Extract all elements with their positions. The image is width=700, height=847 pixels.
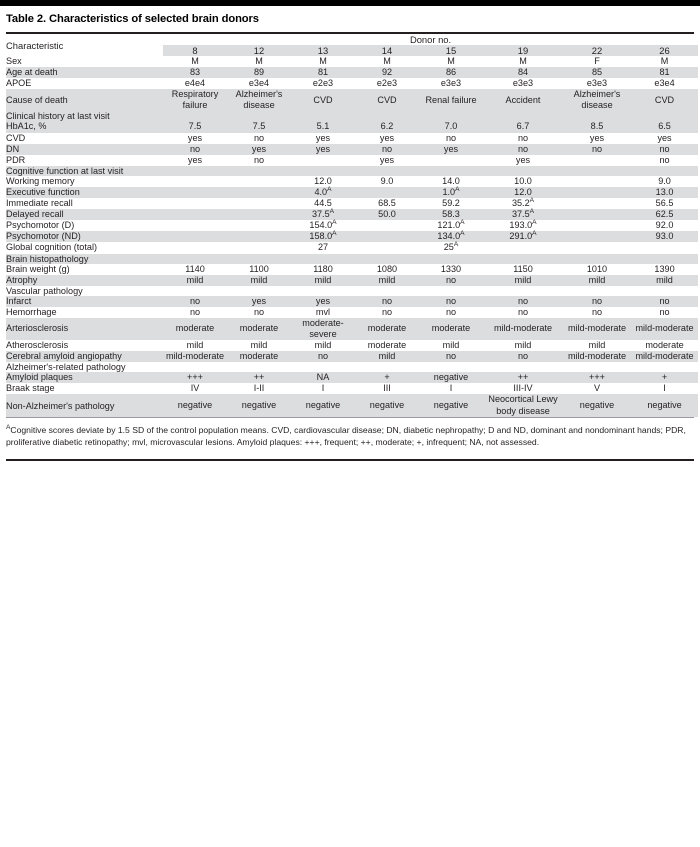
table-row	[6, 121, 698, 132]
table-cell: 81	[291, 67, 355, 78]
table-cell: no	[483, 307, 563, 318]
table-cell: no	[631, 155, 698, 166]
row-label: Psychomotor (ND)	[6, 231, 163, 242]
table-cell	[563, 220, 631, 231]
table-cell	[563, 209, 631, 220]
table-cell: moderate	[631, 340, 698, 351]
table-row	[6, 133, 698, 144]
table-cell: mild	[355, 275, 419, 286]
table-cell: no	[419, 275, 483, 286]
table-cell	[227, 176, 291, 187]
table-row	[6, 242, 698, 253]
table-cell: 5.1	[291, 121, 355, 132]
table-cell: no	[291, 351, 355, 362]
footnote-ref: A	[332, 219, 337, 227]
table-cell: 92.0	[631, 220, 698, 231]
table-cell: 44.5	[291, 198, 355, 209]
table-cell: Accident	[483, 89, 563, 111]
table-cell: 68.5	[355, 198, 419, 209]
table-cell: mild-moderate	[631, 318, 698, 340]
table-cell: 89	[227, 67, 291, 78]
row-label: Delayed recall	[6, 209, 163, 220]
table-row	[6, 231, 698, 242]
footnote-ref: A	[529, 197, 535, 204]
table-cell: e3e4	[631, 78, 698, 89]
table-cell: mild	[483, 340, 563, 351]
table-cell: mild-moderate	[483, 318, 563, 340]
table-row	[6, 155, 698, 166]
table-row	[6, 176, 698, 187]
table-row	[6, 187, 698, 198]
table-cell: M	[483, 56, 563, 67]
table-cell: I-II	[227, 383, 291, 394]
table-cell: 8.5	[563, 121, 631, 132]
table-cell: e3e3	[483, 78, 563, 89]
table-cell: moderate	[419, 318, 483, 340]
table-cell: 14.0	[419, 176, 483, 187]
table-cell	[227, 231, 291, 242]
row-label: Atherosclerosis	[6, 340, 163, 351]
section-header-fill	[163, 286, 698, 296]
table-cell: yes	[163, 133, 227, 144]
table-cell	[355, 220, 419, 231]
table-cell: yes	[291, 296, 355, 307]
table-cell: negative	[419, 394, 483, 416]
table-row	[6, 220, 698, 231]
row-label: Arteriosclerosis	[6, 318, 163, 340]
donor-group-header-row	[6, 34, 698, 45]
table-cell: 9.0	[355, 176, 419, 187]
table-cell: 7.0	[419, 121, 483, 132]
section-header-label: Brain histopathology	[6, 254, 163, 264]
row-label: HbA1c, %	[6, 121, 163, 132]
table-cell: yes	[291, 144, 355, 155]
table-cell: 84	[483, 67, 563, 78]
section-header-fill	[163, 362, 698, 372]
row-label: Executive function	[6, 187, 163, 198]
table-cell: III	[355, 383, 419, 394]
table-cell: 9.0	[631, 176, 698, 187]
row-label: Braak stage	[6, 383, 163, 394]
table-cell: negative	[291, 394, 355, 416]
table-cell: no	[419, 296, 483, 307]
table-cell: Alzheimer's disease	[563, 89, 631, 111]
footnote-ref: A	[332, 230, 337, 238]
table-cell: no	[483, 144, 563, 155]
table-cell	[419, 155, 483, 166]
table-cell: no	[563, 144, 631, 155]
table-cell: 1.0$^A$	[419, 187, 483, 198]
row-label: Amyloid plaques	[6, 372, 163, 383]
table-cell: +++	[563, 372, 631, 383]
table-cell	[163, 198, 227, 209]
table-row	[6, 111, 698, 121]
table-cell: no	[631, 307, 698, 318]
table-cell: mvl	[291, 307, 355, 318]
table-cell	[227, 220, 291, 231]
table-row	[6, 394, 698, 416]
footnote-marker: A	[6, 423, 11, 431]
table-row	[6, 78, 698, 89]
table-cell: ++	[227, 372, 291, 383]
table-cell	[483, 242, 563, 253]
table-cell: 1010	[563, 264, 631, 275]
table-cell: M	[355, 56, 419, 67]
row-label: Brain weight (g)	[6, 264, 163, 275]
table-cell: F	[563, 56, 631, 67]
table-cell: V	[563, 383, 631, 394]
table-cell: no	[563, 296, 631, 307]
table-cell	[227, 242, 291, 253]
table-footnote	[0, 418, 700, 455]
table-cell: 291.0$^A$	[483, 231, 563, 242]
table-cell: 83	[163, 67, 227, 78]
table-cell: +	[355, 372, 419, 383]
section-header-fill	[163, 166, 698, 176]
table-cell: mild	[227, 340, 291, 351]
footnote-text: Cognitive scores deviate by 1.5 SD of the control population means. CVD, cardiovascular disease; DN, diabetic nephropathy; D and ND, dominant and nondominant hands; PDR, proliferative diabetic retinopathy; mvl, microvascular lesions. Amyloid plaques: +++, frequent; ++, moderate; +, infrequent; NA, not assessed.	[6, 424, 686, 448]
table-cell: 62.5	[631, 209, 698, 220]
table-cell: 93.0	[631, 231, 698, 242]
row-label: Age at death	[6, 67, 163, 78]
table-cell	[355, 231, 419, 242]
table-row	[6, 351, 698, 362]
table-row	[6, 372, 698, 383]
subsection-header-label: Alzheimer's-related pathology	[6, 362, 163, 372]
table-cell: yes	[355, 133, 419, 144]
table-cell: no	[163, 296, 227, 307]
table-cell: no	[163, 144, 227, 155]
table-cell	[355, 187, 419, 198]
table-cell: no	[631, 296, 698, 307]
table-cell: M	[163, 56, 227, 67]
table-cell: +	[631, 372, 698, 383]
table-cell: negative	[563, 394, 631, 416]
table-cell: no	[355, 307, 419, 318]
table-cell: mild-moderate	[631, 351, 698, 362]
table-cell: 6.7	[483, 121, 563, 132]
table-cell: 134.0$^A$	[419, 231, 483, 242]
table-cell: 1330	[419, 264, 483, 275]
table-cell: 4.0$^A$	[291, 187, 355, 198]
table-cell: negative	[631, 394, 698, 416]
table-cell	[163, 209, 227, 220]
table-cell: 59.2	[419, 198, 483, 209]
row-label: Working memory	[6, 176, 163, 187]
row-label: Global cognition (total)	[6, 242, 163, 253]
table-cell: no	[227, 307, 291, 318]
table-cell: yes	[355, 155, 419, 166]
table-cell: IV	[163, 383, 227, 394]
table-cell: 154.0$^A$	[291, 220, 355, 231]
table-cell: 86	[419, 67, 483, 78]
table-cell: 1150	[483, 264, 563, 275]
table-cell: 193.0$^A$	[483, 220, 563, 231]
table-cell: moderate	[355, 318, 419, 340]
table-cell: no	[355, 144, 419, 155]
table-row	[6, 340, 698, 351]
table-cell: yes	[419, 144, 483, 155]
table-cell: e4e4	[163, 78, 227, 89]
table-cell: moderate	[355, 340, 419, 351]
table-cell: 56.5	[631, 198, 698, 209]
table-cell: III-IV	[483, 383, 563, 394]
table-cell: 158.0$^A$	[291, 231, 355, 242]
donor-col-26: 26	[631, 45, 698, 56]
donor-col-19: 19	[483, 45, 563, 56]
table-cell: mild	[227, 275, 291, 286]
table-cell: negative	[163, 394, 227, 416]
table-cell	[563, 242, 631, 253]
table-cell: 10.0	[483, 176, 563, 187]
header-donor-group: Donor no.	[409, 34, 452, 45]
table-cell: mild	[163, 275, 227, 286]
section-header-fill	[163, 111, 698, 121]
table-cell	[631, 242, 698, 253]
table-row	[6, 286, 698, 296]
table-cell	[563, 187, 631, 198]
table-cell: no	[355, 296, 419, 307]
table-cell: NA	[291, 372, 355, 383]
table-row	[6, 264, 698, 275]
table-cell	[563, 231, 631, 242]
table-cell: 7.5	[163, 121, 227, 132]
table-cell: mild	[291, 340, 355, 351]
table-row	[6, 144, 698, 155]
table-cell: mild	[631, 275, 698, 286]
footnote-ref: A	[532, 230, 537, 238]
table-cell: CVD	[355, 89, 419, 111]
table-cell	[563, 176, 631, 187]
table-cell: 25$^A$	[419, 242, 483, 253]
row-label: CVD	[6, 133, 163, 144]
table-cell: mild	[355, 351, 419, 362]
table-cell: yes	[291, 133, 355, 144]
table-cell: 92	[355, 67, 419, 78]
table-cell: I	[291, 383, 355, 394]
donors-table	[6, 34, 698, 417]
table-row	[6, 56, 698, 67]
table-cell: 1390	[631, 264, 698, 275]
table-cell: 37.5$^A$	[483, 209, 563, 220]
table-cell	[163, 242, 227, 253]
row-label: Psychomotor (D)	[6, 220, 163, 231]
footnote-ref: A	[453, 241, 459, 249]
table-cell: Respiratory failure	[163, 89, 227, 111]
table-cell: M	[419, 56, 483, 67]
table-cell: 6.5	[631, 121, 698, 132]
table-cell: 50.0	[355, 209, 419, 220]
table-cell: 1180	[291, 264, 355, 275]
table-cell: moderate	[227, 351, 291, 362]
row-label: Hemorrhage	[6, 307, 163, 318]
table-cell	[355, 242, 419, 253]
table-cell: moderate-severe	[291, 318, 355, 340]
table-cell: no	[227, 155, 291, 166]
table-cell: mild	[419, 340, 483, 351]
table-cell: e3e4	[227, 78, 291, 89]
table-cell: yes	[631, 133, 698, 144]
footnote-ref: A	[455, 185, 460, 193]
table-cell: e3e3	[563, 78, 631, 89]
table-cell: e2e3	[291, 78, 355, 89]
table-cell: 121.0$^A$	[419, 220, 483, 231]
table-cell	[163, 187, 227, 198]
table-cell: no	[483, 296, 563, 307]
table-cell: mild-moderate	[563, 351, 631, 362]
table-cell: 12.0	[483, 187, 563, 198]
footnote-ref: A	[329, 208, 335, 216]
table-cell: CVD	[631, 89, 698, 111]
table-cell: mild	[483, 275, 563, 286]
table-cell: 58.3	[419, 209, 483, 220]
table-cell: 37.5$^A$	[291, 209, 355, 220]
table-cell: I	[631, 383, 698, 394]
table-cell: 1100	[227, 264, 291, 275]
section-header-label: Cognitive function at last visit	[6, 166, 163, 176]
table-cell: 85	[563, 67, 631, 78]
table-row	[6, 89, 698, 111]
table-cell: ++	[483, 372, 563, 383]
table-cell: no	[419, 351, 483, 362]
table-cell: M	[291, 56, 355, 67]
table-cell: yes	[227, 144, 291, 155]
table-cell: e3e3	[419, 78, 483, 89]
table-cell: moderate	[227, 318, 291, 340]
final-rule	[6, 459, 694, 461]
table-cell	[563, 198, 631, 209]
table-cell: +++	[163, 372, 227, 383]
table-body	[6, 56, 698, 417]
table-cell	[163, 231, 227, 242]
table-row	[6, 362, 698, 372]
table-title: Table 2. Characteristics of selected brain donors	[6, 13, 259, 25]
donor-col-12: 12	[227, 45, 291, 56]
table-cell: Neocortical Lewy body disease	[483, 394, 563, 416]
table-cell: 81	[631, 67, 698, 78]
row-label: DN	[6, 144, 163, 155]
table-cell: negative	[419, 372, 483, 383]
table-cell	[291, 155, 355, 166]
donor-col-13: 13	[291, 45, 355, 56]
table-cell: mild-moderate	[163, 351, 227, 362]
donor-col-22: 22	[563, 45, 631, 56]
table-cell: 1140	[163, 264, 227, 275]
table-cell: no	[563, 307, 631, 318]
donor-col-14: 14	[355, 45, 419, 56]
table-cell: M	[227, 56, 291, 67]
table-row	[6, 67, 698, 78]
table-cell: Alzheimer's disease	[227, 89, 291, 111]
table-cell: no	[483, 351, 563, 362]
table-cell: CVD	[291, 89, 355, 111]
table-cell: no	[631, 144, 698, 155]
table-cell: mild	[563, 275, 631, 286]
table-cell: yes	[163, 155, 227, 166]
table-cell: yes	[227, 296, 291, 307]
table-row	[6, 318, 698, 340]
table-cell	[227, 209, 291, 220]
table-cell: no	[483, 133, 563, 144]
table-row	[6, 198, 698, 209]
table-row	[6, 296, 698, 307]
table-cell: no	[163, 307, 227, 318]
table-cell: mild	[163, 340, 227, 351]
table-cell: 12.0	[291, 176, 355, 187]
row-label: APOE	[6, 78, 163, 89]
footnote-ref: A	[460, 219, 465, 227]
row-label: Non-Alzheimer's pathology	[6, 394, 163, 416]
table-cell: e2e3	[355, 78, 419, 89]
table-row	[6, 254, 698, 264]
table-cell: 13.0	[631, 187, 698, 198]
table-cell: no	[419, 133, 483, 144]
row-label: Infarct	[6, 296, 163, 307]
section-header-label: Clinical history at last visit	[6, 111, 163, 121]
table-cell	[163, 220, 227, 231]
table-row	[6, 307, 698, 318]
table-cell	[163, 176, 227, 187]
footnote-ref: A	[327, 185, 332, 193]
row-label: Immediate recall	[6, 198, 163, 209]
section-header-fill	[163, 254, 698, 264]
table-cell	[563, 155, 631, 166]
table-cell: 1080	[355, 264, 419, 275]
table-cell: yes	[483, 155, 563, 166]
table-cell: Renal failure	[419, 89, 483, 111]
table-cell: negative	[227, 394, 291, 416]
footnote-ref: A	[529, 208, 535, 216]
table-head	[6, 34, 698, 56]
table-cell: mild-moderate	[563, 318, 631, 340]
table-cell: mild	[291, 275, 355, 286]
table-row	[6, 209, 698, 220]
footnote-ref: A	[460, 230, 465, 238]
table-cell: moderate	[163, 318, 227, 340]
table-cell: M	[631, 56, 698, 67]
table-row	[6, 275, 698, 286]
row-label: Cause of death	[6, 89, 163, 111]
donor-col-15: 15	[419, 45, 483, 56]
row-label: Atrophy	[6, 275, 163, 286]
table-cell: no	[227, 133, 291, 144]
table-cell: 7.5	[227, 121, 291, 132]
table-cell: 27	[291, 242, 355, 253]
table-row	[6, 383, 698, 394]
table-row	[6, 166, 698, 176]
subsection-header-label: Vascular pathology	[6, 286, 163, 296]
table-cell: I	[419, 383, 483, 394]
table-cell: negative	[355, 394, 419, 416]
table-cell: 6.2	[355, 121, 419, 132]
row-label: PDR	[6, 155, 163, 166]
footnote-ref: A	[532, 219, 537, 227]
table-cell: mild	[563, 340, 631, 351]
row-label: Cerebral amyloid angiopathy	[6, 351, 163, 362]
donor-col-8: 8	[163, 45, 227, 56]
header-characteristic: Characteristic	[6, 39, 64, 51]
table-cell	[227, 198, 291, 209]
table-cell: no	[419, 307, 483, 318]
row-label: Sex	[6, 56, 163, 67]
table-cell: 35.2$^A$	[483, 198, 563, 209]
table-cell: yes	[563, 133, 631, 144]
table-cell	[227, 187, 291, 198]
